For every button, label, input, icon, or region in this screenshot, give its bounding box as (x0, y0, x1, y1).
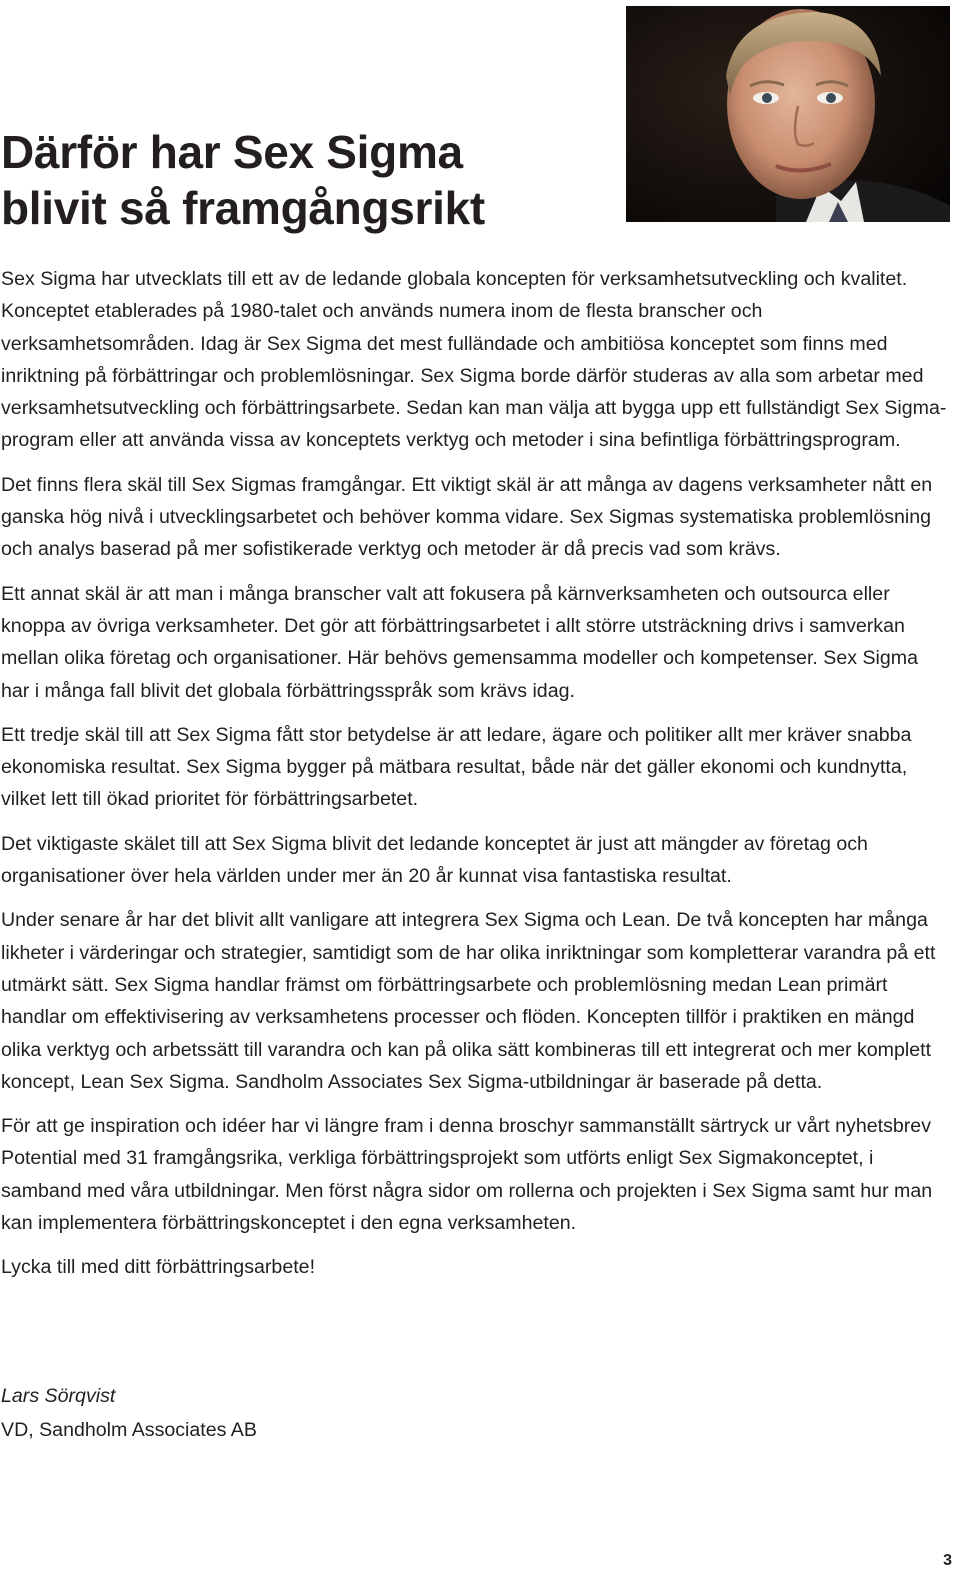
author-portrait-photo (626, 6, 950, 222)
article-body (1, 263, 949, 1296)
page-title (1, 124, 485, 236)
paragraph-5: Det viktigaste skälet till att Sex Sigma blivit det ledande konceptet är just att mängder av företag och organisationer över hela världen under mer än 20 år kunnat visa fantastiska resultat. (1, 832, 868, 888)
portrait-illustration (626, 6, 950, 222)
page-number: 3 (943, 1552, 952, 1569)
signature-name: Lars Sörqvist (1, 1385, 116, 1407)
paragraph-3: Ett annat skäl är att man i många branscher valt att fokusera på kärnverksamheten och outsourca eller knoppa av övriga verksamheter. Det gör att förbättringsarbetet i allt större utsträckning drivs i samverkan mellan olika företag och organisationer. Här behövs gemensamma modeller och kompetenser. Sex Sigma har i många fall blivit det globala förbättringsspråk som krävs idag. (1, 582, 919, 702)
paragraph-4: Ett tredje skäl till att Sex Sigma fått stor betydelse är att ledare, ägare och politiker allt mer kräver snabba ekonomiska resultat. Sex Sigma bygger på mätbara resultat, både när det gäller ekonomi och kundnytta, vilket lett till ökad prioritet för förbättringsarbetet. (1, 723, 912, 811)
signature-role: VD, Sandholm Associates AB (1, 1419, 257, 1441)
paragraph-1: Sex Sigma har utvecklats till ett av de ledande globala koncepten för verksamhetsutveckling och kvalitet. Konceptet etablerades på 1980-talet och används numera inom de flesta branscher och verksamhetsområden. Idag är Sex Sigma det mest fulländade och ambitiösa konceptet som finns med inriktning på förbättringar och problemlösningar. Sex Sigma borde därför studeras av alla som arbetar med verksamhetsutveckling och förbättringsarbete. Sedan kan man välja att bygga upp ett fullständigt Sex Sigma-program eller att använda vissa av konceptets verktyg och metoder i sina befintliga förbättringsprogram. (1, 268, 947, 452)
title-line-1: Därför har Sex Sigma (1, 126, 463, 178)
paragraph-8: Lycka till med ditt förbättringsarbete! (1, 1256, 316, 1279)
paragraph-2: Det finns flera skäl till Sex Sigmas framgångar. Ett viktigt skäl är att många av dagens verksamheter nått en ganska hög nivå i utvecklingsarbetet och behöver komma vidare. Sex Sigmas systematiska problemlösning och analys baserad på mer sofistikerade verktyg och metoder är då precis vad som krävs. (1, 473, 933, 561)
title-line-2: blivit så framgångsrikt (1, 182, 485, 234)
paragraph-6: Under senare år har det blivit allt vanligare att integrera Sex Sigma och Lean. De två koncepten har många likheter i värderingar och strategier, samtidigt som de har olika inriktningar som kompletterar varandra på ett utmärkt sätt. Sex Sigma handlar främst om förbättringsarbete och problemlösning medan Lean primärt handlar om effektivisering av verksamhetens processer och flöden. Koncepten tillför i praktiken en mängd olika verktyg och arbetssätt till varandra och kan på olika sätt kombineras till ett integrerat och mer komplett koncept, Lean Sex Sigma. Sandholm Associates Sex Sigma-utbildningar är baserade på detta. (1, 909, 936, 1093)
signature-block (1, 1379, 257, 1447)
paragraph-7: För att ge inspiration och idéer har vi längre fram i denna broschyr sammanställt särtryck ur vårt nyhetsbrev Potential med 31 framgångsrika, verkliga förbättringsprojekt som utförts enligt Sex Sigmakonceptet, i samband med våra utbildningar. Men först några sidor om rollerna och projekten i Sex Sigma samt hur man kan implementera förbättringskonceptet i den egna verksamheten. (1, 1115, 933, 1235)
